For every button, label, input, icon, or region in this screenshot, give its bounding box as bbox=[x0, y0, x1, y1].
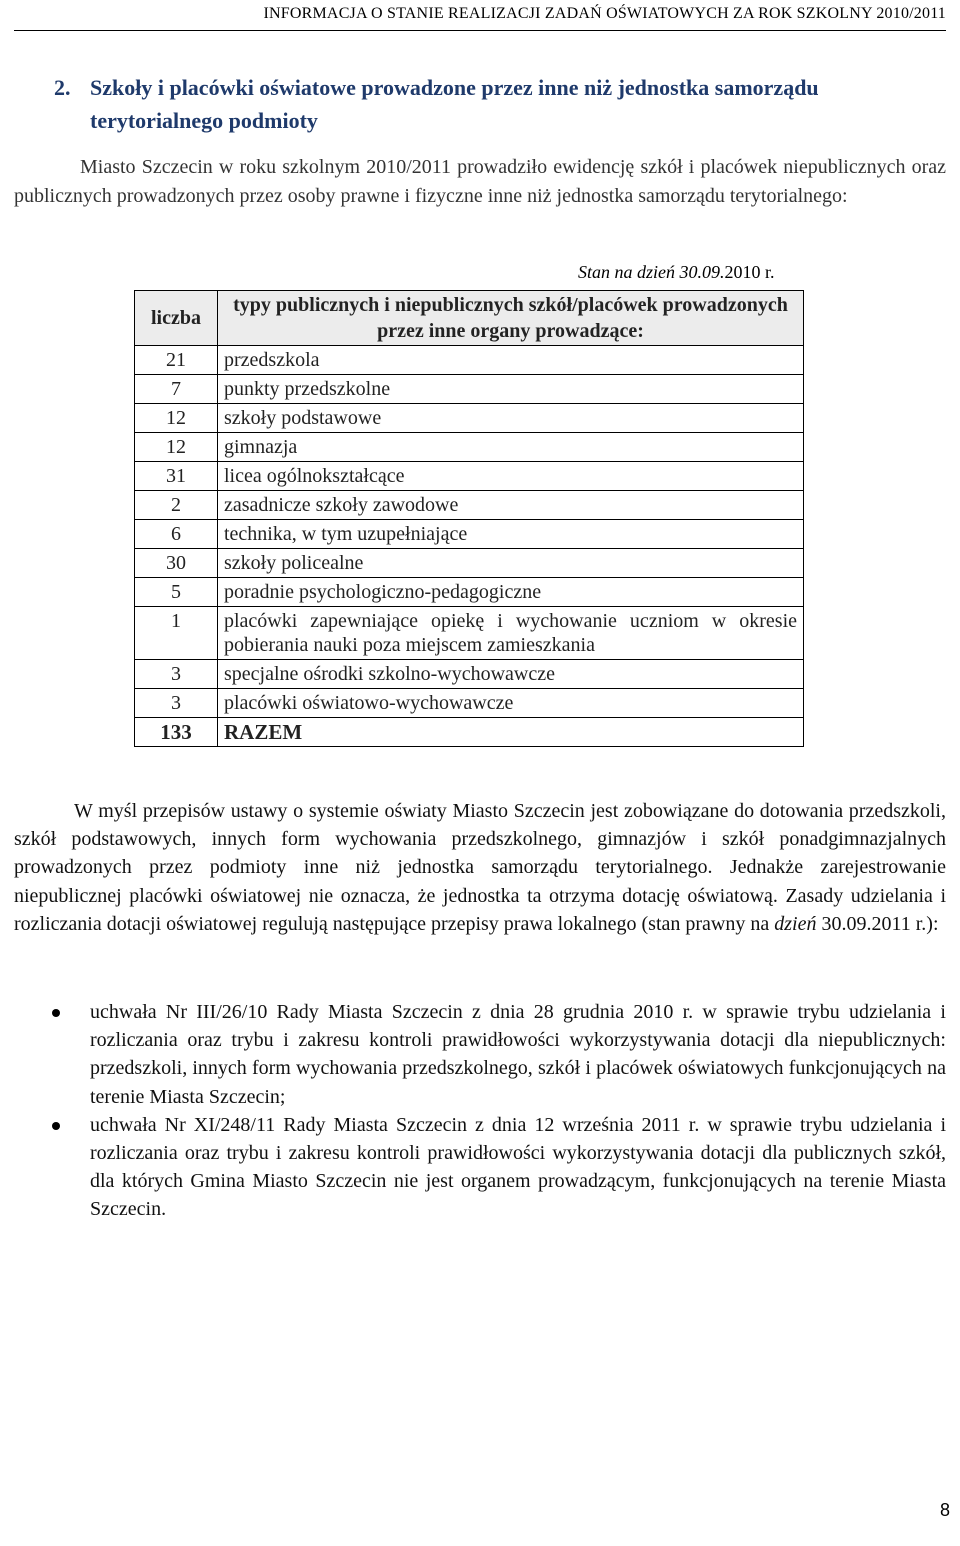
table-row bbox=[135, 346, 804, 375]
stan-label: Stan na dzień 30.09. bbox=[578, 262, 725, 282]
table-row bbox=[135, 549, 804, 578]
row-count: 3 bbox=[135, 660, 218, 689]
row-type: gimnazja bbox=[218, 433, 804, 462]
table-row bbox=[135, 462, 804, 491]
regulations-list bbox=[14, 998, 946, 1224]
row-count: 12 bbox=[135, 404, 218, 433]
table-total-row bbox=[135, 718, 804, 747]
row-type: technika, w tym uzupełniające bbox=[218, 520, 804, 549]
row-type: szkoły podstawowe bbox=[218, 404, 804, 433]
list-item bbox=[14, 998, 946, 1111]
row-type: licea ogólnokształcące bbox=[218, 462, 804, 491]
section-number: 2. bbox=[54, 75, 71, 100]
row-count: 1 bbox=[135, 607, 218, 660]
column-header-type: typy publicznych i niepublicznych szkół/placówek prowadzonych przez inne organy prowadzące: bbox=[218, 291, 804, 346]
row-type: przedszkola bbox=[218, 346, 804, 375]
page-number: 8 bbox=[939, 1500, 950, 1520]
row-type: poradnie psychologiczno-pedagogiczne bbox=[218, 578, 804, 607]
table-row bbox=[135, 607, 804, 660]
row-count: 5 bbox=[135, 578, 218, 607]
stan-na-dzien bbox=[578, 262, 808, 283]
table-row bbox=[135, 578, 804, 607]
body-paragraph-main: W myśl przepisów ustawy o systemie oświaty Miasto Szczecin jest zobowiązane do dotowania przedszkoli, szkół podstawowych, innych form wychowania przedszkolnego, gimnazjów i szkół ponadgimnazjalnych prowadzonych przez podmioty inne niż jednostka samorządu terytorialnego. Jednakże zarejestrowanie niepublicznej placówki oświatowej nie oznacza, że jednostka ta otrzyma dotację oświatową. Zasady udzielania i rozliczania dotacji oświatowej regulują następujące przepisy prawa lokalnego (stan prawny na bbox=[14, 800, 946, 935]
body-paragraph-italic: dzień bbox=[774, 912, 817, 935]
table-row bbox=[135, 433, 804, 462]
list-item-text: uchwała Nr XI/248/11 Rady Miasta Szczecin z dnia 12 września 2011 r. w sprawie trybu udzielania i rozliczania oraz trybu i zakresu kontroli prawidłowości wykorzystywania dotacji dla publicznych szkół, dla których Gmina Miasto Szczecin nie jest organem prowadzącym, funkcjonujących na terenie Miasta Szczecin. bbox=[90, 1113, 946, 1221]
section-heading bbox=[54, 71, 946, 137]
column-header-count: liczba bbox=[135, 291, 218, 346]
row-count: 21 bbox=[135, 346, 218, 375]
row-type: punkty przedszkolne bbox=[218, 375, 804, 404]
section-title: Szkoły i placówki oświatowe prowadzone przez inne niż jednostka samorządu terytorialnego podmioty bbox=[90, 75, 819, 133]
table-row bbox=[135, 375, 804, 404]
body-paragraph bbox=[14, 797, 946, 938]
list-item-text: uchwała Nr III/26/10 Rady Miasta Szczecin z dnia 28 grudnia 2010 r. w sprawie trybu udzielania i rozliczania oraz trybu i zakresu kontroli prawidłowości wykorzystywania dotacji dla niepublicznych: przedszkoli, innych form wychowania przedszkolnego, szkół i placówek oświatowych funkcjonujących na terenie Miasta Szczecin; bbox=[90, 1001, 946, 1108]
body-paragraph-end: 30.09.2011 r.): bbox=[821, 912, 939, 935]
row-count: 12 bbox=[135, 433, 218, 462]
row-count: 6 bbox=[135, 520, 218, 549]
table-row bbox=[135, 660, 804, 689]
table-row bbox=[135, 689, 804, 718]
list-item bbox=[14, 1111, 946, 1224]
row-type: placówki oświatowo-wychowawcze bbox=[218, 689, 804, 718]
row-count: 2 bbox=[135, 491, 218, 520]
schools-table bbox=[134, 290, 804, 747]
row-type: szkoły policealne bbox=[218, 549, 804, 578]
total-count: 133 bbox=[135, 718, 218, 747]
row-count: 30 bbox=[135, 549, 218, 578]
row-type: specjalne ośrodki szkolno-wychowawcze bbox=[218, 660, 804, 689]
running-header: INFORMACJA O STANIE REALIZACJI ZADAŃ OŚWIATOWYCH ZA ROK SZKOLNY 2010/2011 bbox=[263, 5, 946, 22]
table-row bbox=[135, 404, 804, 433]
row-count: 7 bbox=[135, 375, 218, 404]
table-row bbox=[135, 491, 804, 520]
row-count: 31 bbox=[135, 462, 218, 491]
intro-paragraph: Miasto Szczecin w roku szkolnym 2010/2011 prowadziło ewidencję szkół i placówek niepublicznych oraz publicznych prowadzonych przez osoby prawne i fizyczne inne niż jednostka samorządu terytorialnego: bbox=[14, 156, 946, 207]
table-header-row bbox=[135, 291, 804, 346]
table-row bbox=[135, 520, 804, 549]
bullet-icon bbox=[52, 1122, 60, 1130]
total-label: RAZEM bbox=[218, 718, 804, 747]
stan-year: 2010 r. bbox=[724, 262, 775, 282]
row-count: 3 bbox=[135, 689, 218, 718]
row-type: zasadnicze szkoły zawodowe bbox=[218, 491, 804, 520]
header-divider bbox=[14, 30, 946, 31]
row-type: placówki zapewniające opiekę i wychowanie uczniom w okresie pobierania nauki poza miejscem zamieszkania bbox=[218, 607, 804, 660]
bullet-icon bbox=[52, 1009, 60, 1017]
